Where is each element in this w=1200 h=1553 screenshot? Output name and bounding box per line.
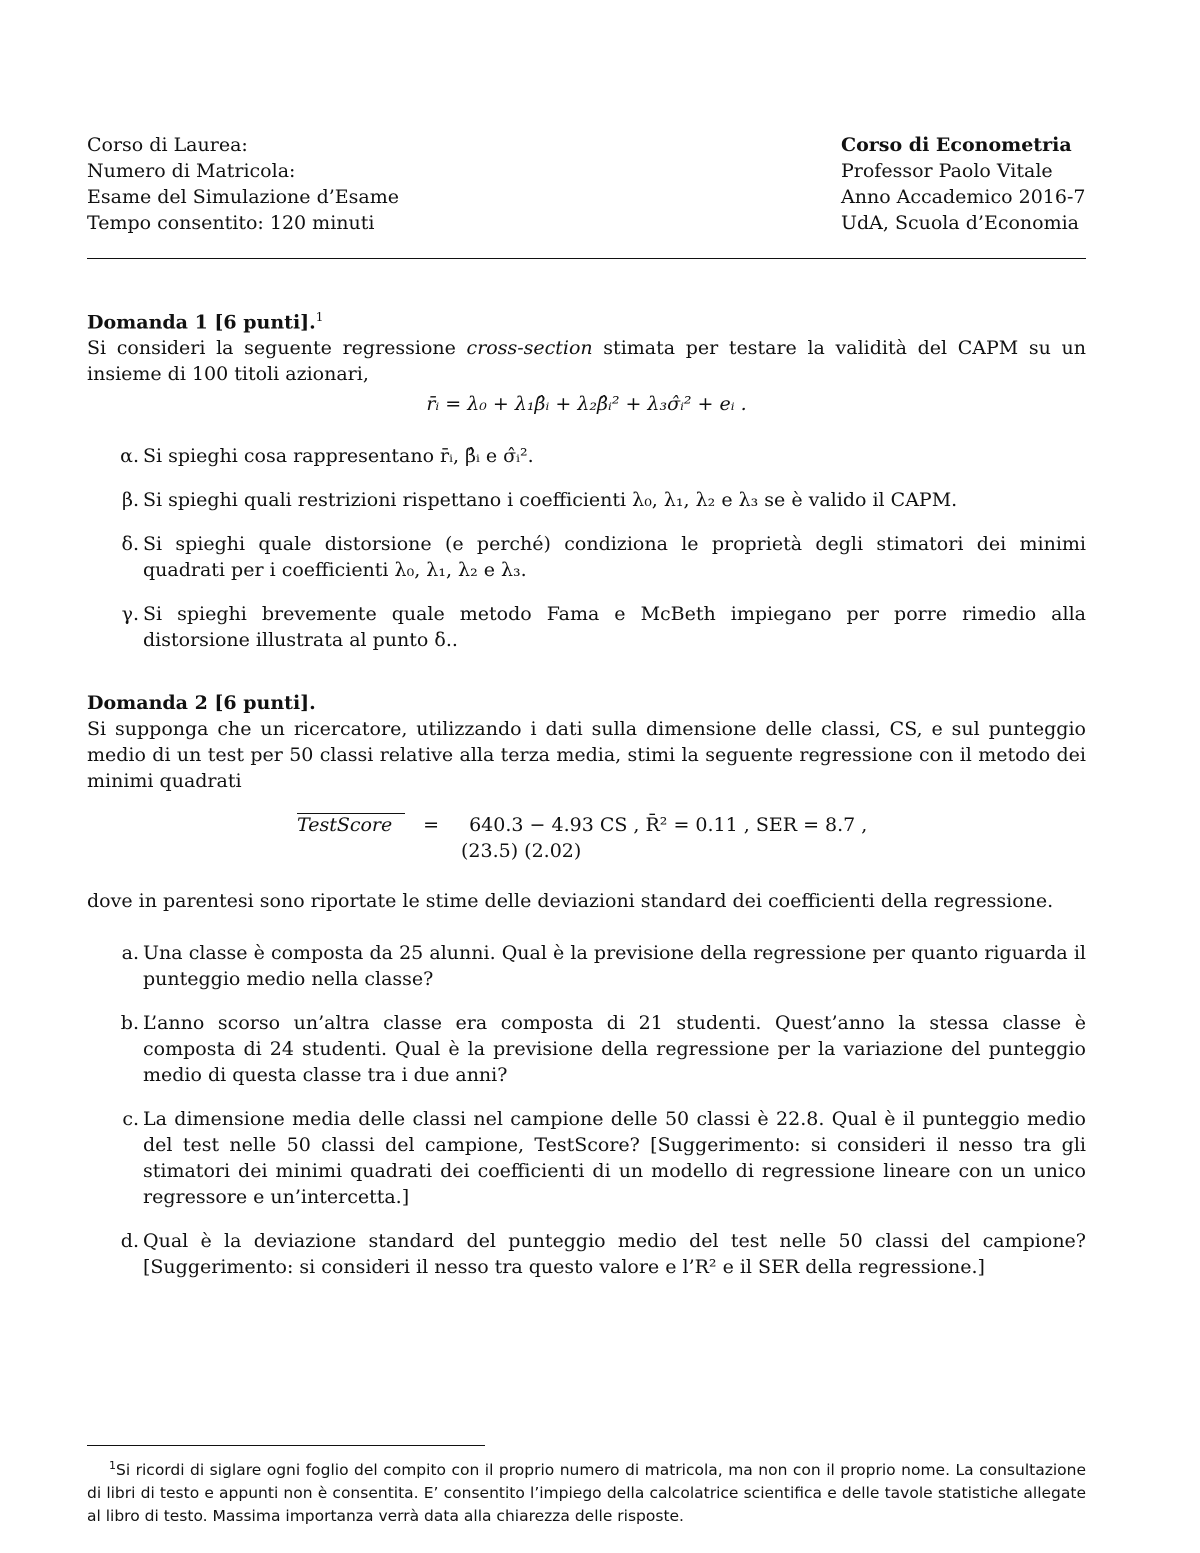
eq-lhs: TestScore [297, 813, 405, 836]
footnote-mark: 1 [109, 1459, 116, 1472]
exam-page [87, 0, 1086, 1553]
footnote-text: Si ricordi di siglare ogni foglio del compito con il proprio numero di matricola, ma non con il proprio nome. La consultazione di libri di testo e appunti non è consentita. E’ consentito l’impiego della calcolatrice scientifica e delle tavole statistiche allegate al libro di testo. Massima importanza verrà data alla chiarezza delle risposte. [87, 1461, 1086, 1526]
course-title: Corso di Econometria [841, 134, 1072, 156]
header-student-id: Numero di Matricola: [87, 160, 296, 182]
footnote [87, 1454, 1086, 1528]
question-1 [87, 304, 1086, 671]
question-2-intro: Si supponga che un ricercatore, utilizzando i dati sulla dimensione delle classi, CS, e sul punteggio medio di un test per 50 classi relative alla terza media, stimi la seguente regressione con il metodo dei minimi quadrati [87, 718, 1086, 792]
question-1-items [87, 443, 1086, 653]
list-item: c. La dimensione media delle classi nel campione delle 50 classi è 22.8. Qual è il punteggio medio del test nelle 50 classi del campione, TestScore? [Suggerimento: si consideri il nesso tra gli stimatori dei minimi quadrati dei coefficienti di un modello di regressione lineare con un unico regressore e un’intercetta.] [122, 1108, 1086, 1208]
question-1-intro: Si consideri la seguente regressione cross-section stimata per testare la validità del CAPM su un insieme di 100 titoli azionari, [87, 337, 1086, 386]
footnote-ref: 1 [315, 310, 324, 324]
eq-rel: = [423, 814, 439, 836]
header-right [841, 132, 1086, 236]
eq-standard-errors: (23.5) (2.02) [461, 840, 582, 862]
list-item: d. Qual è la deviazione standard del punteggio medio del test nelle 50 classi del campione? [Suggerimento: si consideri il nesso tra questo valore e l’R² e il SER della regressione.] [120, 1230, 1086, 1278]
header-time-allowed: Tempo consentito: 120 minuti [87, 212, 375, 234]
question-2-title: Domanda 2 [6 punti]. [87, 692, 316, 714]
question-1-title: Domanda 1 [6 punti].$^1$ [87, 310, 324, 334]
question-2-after: dove in parentesi sono riportate le stime delle deviazioni standard dei coefficienti della regressione. [87, 890, 1054, 912]
list-item: γ. Si spieghi brevemente quale metodo Fama e McBeth impiegano per porre rimedio alla distorsione illustrata al punto δ.. [121, 603, 1086, 652]
capm-equation: r̄ᵢ = λ₀ + λ₁β̂ᵢ + λ₂β̂ᵢ² + λ₃σ̂ᵢ² + eᵢ . [426, 393, 747, 416]
list-item: b. L’anno scorso un’altra classe era composta di 21 studenti. Quest’anno la stessa classe è composta di 24 studenti. Qual è la previsione della regressione per la variazione del punteggio medio di questa classe tra i due anni? [120, 1012, 1086, 1086]
eq-rhs: 640.3 − 4.93 CS , R̄² = 0.11 , SER = 8.7 , [469, 814, 868, 836]
footnote-divider [87, 1445, 485, 1446]
header-left [87, 132, 399, 236]
list-item: δ. Si spieghi quale distorsione (e perché) condiziona le proprietà degli stimatori dei minimi quadrati per i coefficienti λ₀, λ₁, λ₂ e λ₃. [121, 533, 1086, 582]
question-2-items [87, 940, 1086, 1280]
school: UdA, Scuola d’Economia [841, 212, 1080, 234]
question-2 [87, 690, 1086, 1298]
list-item: α. Si spieghi cosa rappresentano r̄ᵢ, β̂ᵢ e σ̂ᵢ². [120, 445, 534, 468]
header-divider [87, 258, 1086, 259]
professor: Professor Paolo Vitale [841, 160, 1053, 182]
header-exam-name: Esame del Simulazione d’Esame [87, 186, 399, 208]
academic-year: Anno Accademico 2016-7 [841, 186, 1086, 208]
list-item: a. Una classe è composta da 25 alunni. Qual è la previsione della regressione per quanto riguarda il punteggio medio nella classe? [121, 942, 1086, 990]
regression-equation [87, 804, 1086, 880]
header-course-degree: Corso di Laurea: [87, 134, 248, 156]
list-item: β. Si spieghi quali restrizioni rispettano i coefficienti λ₀, λ₁, λ₂ e λ₃ se è valido il CAPM. [121, 489, 958, 512]
